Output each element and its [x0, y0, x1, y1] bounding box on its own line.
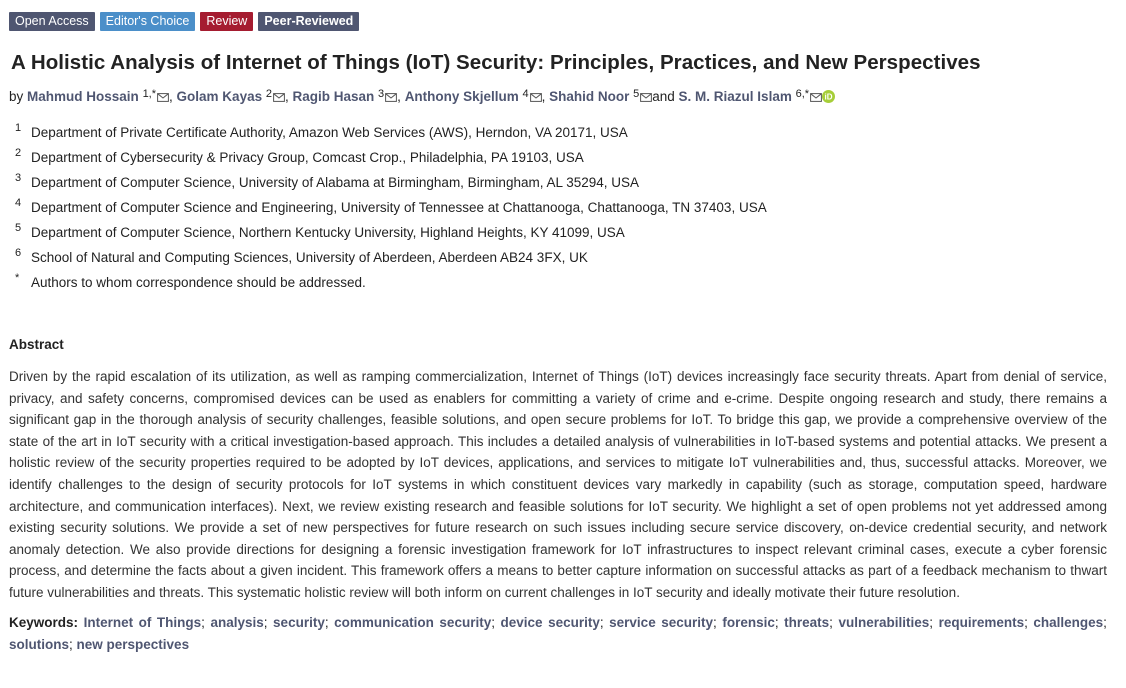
affiliation-item	[15, 195, 1107, 220]
author-affiliation-number: 3	[378, 88, 385, 100]
affiliation-text: Department of Computer Science, Northern Kentucky University, Highland Heights, KY 41099, USA	[31, 225, 625, 240]
keyword-link[interactable]: vulnerabilities	[838, 614, 930, 630]
affiliation-item	[15, 120, 1107, 145]
badge-editor-s-choice[interactable]: Editor's Choice	[100, 12, 196, 31]
affiliation-item	[15, 270, 1107, 295]
email-icon[interactable]	[810, 89, 822, 98]
badge-review[interactable]: Review	[200, 12, 253, 31]
author-affiliation-number: 1,*	[142, 88, 157, 100]
affiliation-label: *	[15, 272, 20, 284]
article-title: A Holistic Analysis of Internet of Things (IoT) Security: Principles, Practices, and New Perspectives	[11, 51, 981, 74]
author-affiliation-number: 4	[522, 88, 529, 100]
keywords-label: Keywords:	[9, 614, 79, 630]
affiliation-text: Authors to whom correspondence should be addressed.	[31, 275, 366, 290]
affiliation-item	[15, 145, 1107, 170]
affiliation-label: 5	[15, 222, 22, 234]
byline-and: and	[652, 89, 675, 104]
keyword-link[interactable]: analysis	[210, 614, 264, 630]
badge-peer-reviewed[interactable]: Peer-Reviewed	[258, 12, 359, 31]
email-icon[interactable]	[530, 89, 542, 98]
keyword-link[interactable]: requirements	[938, 614, 1025, 630]
author-name[interactable]: Ragib Hasan	[292, 89, 375, 104]
email-icon[interactable]	[385, 89, 397, 98]
affiliation-label: 6	[15, 247, 22, 259]
orcid-icon[interactable]	[822, 90, 835, 103]
affiliation-item	[15, 170, 1107, 195]
affiliation-item	[15, 220, 1107, 245]
author-name[interactable]: Anthony Skjellum	[404, 89, 519, 104]
affiliation-text: Department of Computer Science and Engineering, University of Tennessee at Chattanooga, Chattanooga, TN 37403, USA	[31, 200, 767, 215]
badge-open-access[interactable]: Open Access	[9, 12, 95, 31]
abstract-heading: Abstract	[9, 337, 64, 352]
author-name[interactable]: Golam Kayas	[176, 89, 263, 104]
affiliation-label: 1	[15, 122, 22, 134]
badge-row	[9, 12, 1107, 33]
affiliation-text: Department of Private Certificate Authority, Amazon Web Services (AWS), Herndon, VA 20171, USA	[31, 125, 628, 140]
affiliation-text: School of Natural and Computing Sciences, University of Aberdeen, Aberdeen AB24 3FX, UK	[31, 250, 588, 265]
article-header	[9, 12, 1107, 656]
keyword-link[interactable]: new perspectives	[76, 636, 190, 652]
affiliation-item	[15, 245, 1107, 270]
keyword-link[interactable]: security	[273, 614, 325, 630]
affiliation-label: 2	[15, 147, 22, 159]
abstract-text: Driven by the rapid escalation of its utilization, as well as ramping commercialization, Internet of Things (IoT) devices increasingly face security threats. Apart from denial of service, privacy, and safety concerns, compromised devices can be used as enablers for committing a variety of crime and e-crime. Despite ongoing research and study, there remains a significant gap in the thorough analysis of security challenges, feasible solutions, and open secure problems for IoT. To bridge this gap, we provide a comprehensive overview of the state of the art in IoT security with a critical investigation-based approach. This includes a detailed analysis of vulnerabilities in IoT-based systems and potential attacks. We present a holistic review of the security properties required to be adopted by IoT devices, applications, and services to mitigate IoT vulnerabilities and, thus, successful attacks. Moreover, we identify challenges to the design of security protocols for IoT systems in which constituent devices vary markedly in capability (such as storage, computation speed, hardware architecture, and communication interfaces). Next, we review existing research and feasible solutions for IoT security. We highlight a set of open problems not yet addressed among existing security solutions. We provide a set of new perspectives for future research on such issues including secure service discovery, on-device credential security, and network anomaly detection. We also provide directions for designing a forensic investigation framework for IoT infrastructures to inspect relevant criminal cases, execute a cyber forensic process, and determine the facts about a given incident. This framework offers a means to better capture information on successful attacks as part of a feedback mechanism to thwart future vulnerabilities and threats. This systematic holistic review will both inform on current challenges in IoT security and ideally motivate their future resolution.	[9, 369, 1107, 600]
author-affiliation-number: 6,*	[795, 88, 810, 100]
affiliation-label: 3	[15, 172, 22, 184]
keywords: Keywords: Internet of Things; analysis; security; communication security; device security; service security; forensic; threats; vulnerabilities; requirements; challenges; solutions; new perspectives	[9, 614, 1107, 652]
email-icon[interactable]	[157, 89, 169, 98]
author-name[interactable]: Mahmud Hossain	[27, 89, 139, 104]
author-byline: by Mahmud Hossain $^{1,*}$ , Golam Kayas $^2$ , Ragib Hasan $^3$ , Anthony Skjellum $^4$ , Shahid Noor $^5$ and S. M. Riazul Islam $^{6,*}$ iD	[9, 85, 1107, 106]
svg-text:iD: iD	[824, 92, 833, 102]
keyword-link[interactable]: challenges	[1033, 614, 1104, 630]
keyword-link[interactable]: forensic	[722, 614, 775, 630]
keyword-link[interactable]: threats	[784, 614, 830, 630]
author-name[interactable]: Shahid Noor	[549, 89, 630, 104]
email-icon[interactable]	[273, 89, 285, 98]
keyword-link[interactable]: solutions	[9, 636, 69, 652]
affiliation-label: 4	[15, 197, 22, 209]
keyword-link[interactable]: Internet of Things	[83, 614, 202, 630]
keyword-link[interactable]: device security	[500, 614, 600, 630]
affiliation-text: Department of Computer Science, University of Alabama at Birmingham, Birmingham, AL 35294, USA	[31, 175, 640, 190]
keyword-link[interactable]: service security	[609, 614, 714, 630]
affiliation-text: Department of Cybersecurity & Privacy Group, Comcast Crop., Philadelphia, PA 19103, USA	[31, 150, 584, 165]
affiliations-list	[15, 120, 1107, 295]
author-affiliation-number: 5	[633, 88, 640, 100]
author-name[interactable]: S. M. Riazul Islam	[678, 89, 792, 104]
byline-prefix: by	[9, 89, 24, 104]
email-icon[interactable]	[640, 89, 652, 98]
author-affiliation-number: 2	[265, 88, 272, 100]
keyword-link[interactable]: communication security	[334, 614, 492, 630]
